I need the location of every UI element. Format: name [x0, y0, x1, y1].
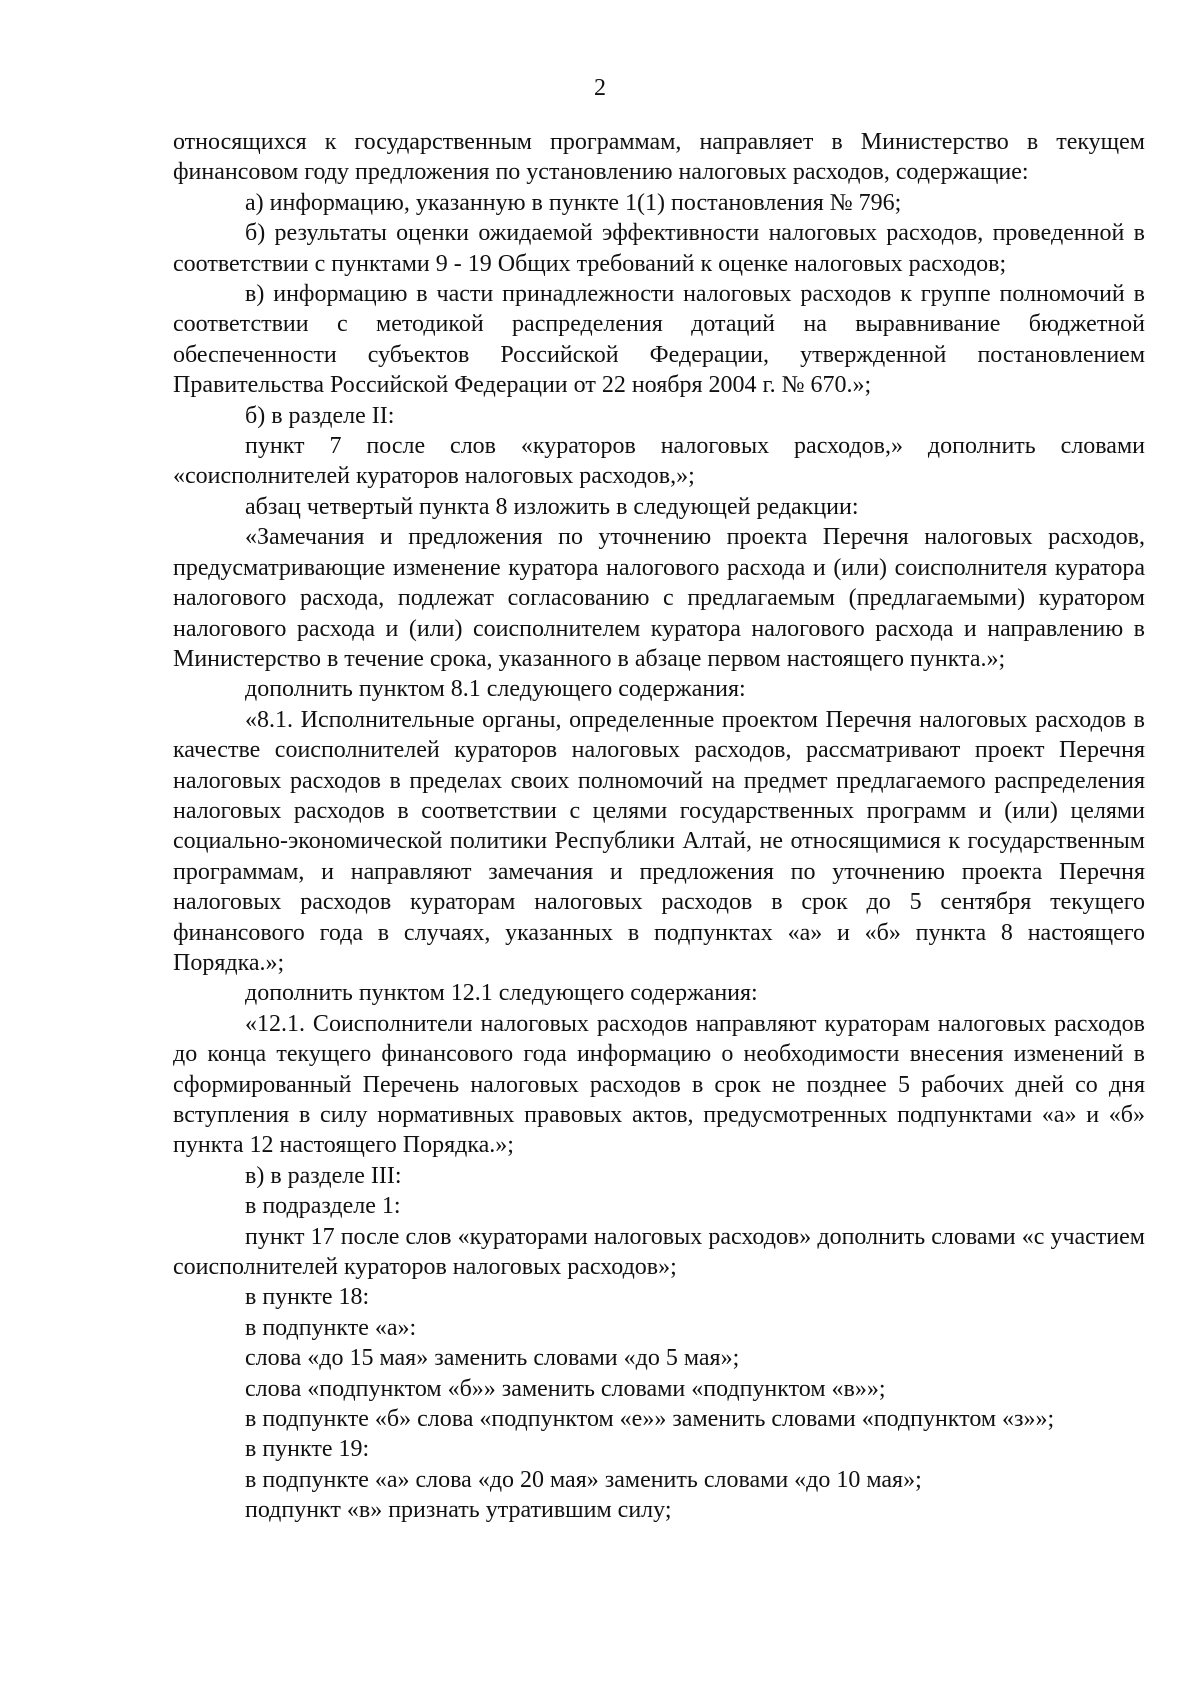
paragraph-add-12-1: дополнить пунктом 12.1 следующего содержания: — [245, 980, 758, 1007]
paragraph-remarks-quote: «Замечания и предложения по уточнению проекта Перечня налоговых расходов, предусматривающие изменение куратора налогового расхода и (или) соисполнителя куратора налогового расхода, подлежат согласованию с предлагаемым (предлагаемыми) куратором налогового расхода и (или) соисполнителем куратора налогового расхода и направлению в Министерство в течение срока, указанного в абзаце первом настоящего пункта.»; — [173, 524, 1145, 672]
paragraph-subpoint-a: в подпункте «а»: — [245, 1314, 417, 1341]
paragraph-section-ii: б) в разделе II: — [245, 402, 395, 429]
paragraph-point-19: в пункте 19: — [245, 1436, 370, 1463]
paragraph-point-17: пункт 17 после слов «кураторами налоговых расходов» дополнить словами «с участием соисполнителей кураторов налоговых расходов»; — [173, 1223, 1145, 1281]
paragraph-section-iii: в) в разделе III: — [245, 1162, 402, 1189]
paragraph-subpoint-v-void: подпункт «в» признать утратившим силу; — [245, 1497, 672, 1524]
paragraph-add-8-1: дополнить пунктом 8.1 следующего содержания: — [245, 676, 746, 703]
paragraph-words-15-may: слова «до 15 мая» заменить словами «до 5 мая»; — [245, 1345, 740, 1372]
paragraph-item-v: в) информацию в части принадлежности налоговых расходов к группе полномочий в соответствии с методикой распределения дотаций на выравнивание бюджетной обеспеченности субъектов Российской Федерации, утвержденной постановлением Правительства Российской Федерации от 22 ноября 2004 г. № 670.»; — [173, 281, 1145, 399]
paragraph-subpoint-b-words: в подпункте «б» слова «подпунктом «е»» заменить словами «подпунктом «з»»; — [245, 1406, 1055, 1433]
paragraph-point-8-1-text: «8.1. Исполнительные органы, определенные проектом Перечня налоговых расходов в качестве соисполнителей кураторов налоговых расходов, рассматривают проект Перечня налоговых расходов в пределах своих полномочий на предмет предлагаемого распределения налоговых расходов в соответствии с целями государственных программ и (или) целями социально-экономической политики Республики Алтай, не относящимися к государственным программам, и направляют замечания и предложения по уточнению проекта Перечня налоговых расходов кураторам налоговых расходов в срок до 5 сентября текущего финансового года в случаях, указанных в подпунктах «а» и «б» пункта 8 настоящего Порядка.»; — [173, 706, 1145, 976]
paragraph-item-a: а) информацию, указанную в пункте 1(1) постановления № 796; — [245, 189, 902, 216]
document-body — [173, 127, 1145, 1526]
page-number: 2 — [594, 75, 606, 101]
paragraph-point-18: в пункте 18: — [245, 1284, 370, 1311]
paragraph-continuation: относящихся к государственным программам, направляет в Министерство в текущем финансовом году предложения по установлению налоговых расходов, содержащие: — [173, 129, 1145, 186]
paragraph-words-subpoint-b: слова «подпунктом «б»» заменить словами «подпунктом «в»»; — [245, 1375, 886, 1402]
paragraph-subpoint-a-20-may: в подпункте «а» слова «до 20 мая» заменить словами «до 10 мая»; — [245, 1466, 922, 1493]
paragraph-point-7: пункт 7 после слов «кураторов налоговых расходов,» дополнить словами «соисполнителей кураторов налоговых расходов,»; — [173, 433, 1145, 490]
paragraph-point-12-1-text: «12.1. Соисполнители налоговых расходов направляют кураторам налоговых расходов до конца текущего финансового года информацию о необходимости внесения изменений в сформированный Перечень налоговых расходов в срок не позднее 5 рабочих дней со дня вступления в силу нормативных правовых актов, предусмотренных подпунктами «а» и «б» пункта 12 настоящего Порядка.»; — [173, 1010, 1145, 1159]
paragraph-subsection-1: в подразделе 1: — [245, 1193, 401, 1220]
paragraph-item-b: б) результаты оценки ожидаемой эффективности налоговых расходов, проведенной в соответствии с пунктами 9 - 19 Общих требований к оценке налоговых расходов; — [173, 220, 1145, 277]
paragraph-point-8-abzac: абзац четвертый пункта 8 изложить в следующей редакции: — [245, 493, 859, 520]
